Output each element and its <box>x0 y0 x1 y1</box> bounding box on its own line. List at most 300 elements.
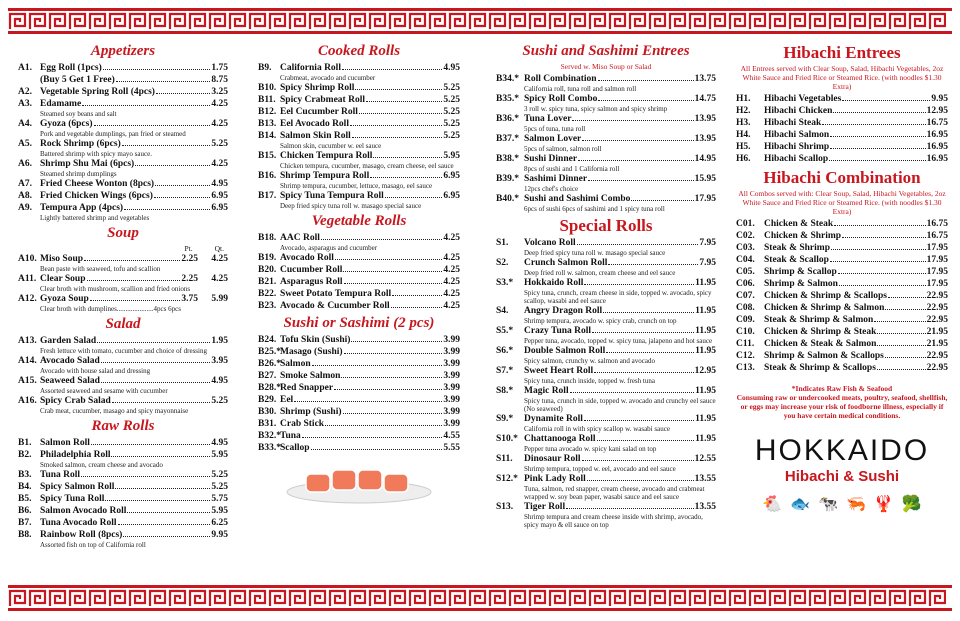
item-name: Shrimp Tempura Roll <box>280 171 370 181</box>
item-price: 11.95 <box>695 326 716 336</box>
item-name: Fried Chicken Wings (6pcs) <box>40 191 153 201</box>
leader-dots <box>118 517 211 525</box>
menu-item <box>496 325 716 345</box>
vegetable-rolls-list <box>258 232 460 312</box>
leader-dots <box>582 133 693 141</box>
item-name: Spicy Salmon Roll <box>40 482 115 492</box>
menu-item <box>258 276 460 288</box>
item-price: 16.75 <box>926 219 948 229</box>
item-price: 4.25 <box>211 119 228 129</box>
appetizers-list <box>18 62 228 222</box>
item-description: Crab meat, cucumber, masago and spicy mayonnaise <box>40 407 189 415</box>
leader-dots <box>572 113 693 121</box>
menu-item <box>736 254 948 266</box>
item-name: Spicy Tuna Roll <box>40 494 105 504</box>
leader-dots <box>838 266 926 274</box>
item-name: Crazy Tuna Roll <box>524 326 592 336</box>
menu-item-row <box>258 170 460 182</box>
item-price: 4.95 <box>211 438 228 448</box>
menu-item-row <box>496 133 716 145</box>
menu-item <box>258 190 460 210</box>
menu-item-row <box>18 505 228 517</box>
menu-column-2 <box>258 40 460 580</box>
menu-item <box>496 453 716 473</box>
menu-item <box>496 413 716 433</box>
item-name: Hibachi Vegetables <box>764 94 842 104</box>
item-name: Spicy Crab Salad <box>40 396 111 406</box>
item-name: Shrimp & Scallop <box>764 267 837 277</box>
item-price: 14.75 <box>694 94 716 104</box>
leader-dots <box>366 94 442 102</box>
item-price: 16.95 <box>926 142 948 152</box>
item-code: A13. <box>18 336 37 346</box>
leader-dots <box>325 418 442 426</box>
menu-item-row <box>258 288 460 300</box>
menu-item <box>18 138 228 158</box>
item-code: B23. <box>258 301 277 311</box>
item-code: A14. <box>18 356 37 366</box>
special-rolls-title: Special Rolls <box>559 216 653 235</box>
item-code: C06. <box>736 279 755 289</box>
item-code: A5. <box>18 139 32 149</box>
item-code: A6. <box>18 159 32 169</box>
leader-dots <box>830 129 925 137</box>
brand-name: HOKKAIDO <box>754 434 930 467</box>
item-price: 22.95 <box>926 363 948 373</box>
item-price: 22.95 <box>926 351 948 361</box>
item-code: S1. <box>496 238 509 248</box>
item-price: 17.95 <box>926 243 948 253</box>
item-code: B6. <box>18 506 32 516</box>
menu-item-row <box>18 335 228 347</box>
leader-dots <box>877 362 926 370</box>
item-description: Fresh lettuce with tomato, cucumber and choice of dressing <box>40 347 207 355</box>
item-description: Avocado, asparagus and cucumber <box>280 244 378 252</box>
menu-item <box>258 394 460 406</box>
item-code: B17. <box>258 191 277 201</box>
menu-item-row <box>18 375 228 387</box>
item-name: Sushi Dinner <box>524 154 578 164</box>
item-price-quart: 4.25 <box>211 254 228 264</box>
leader-dots <box>594 365 694 373</box>
hibachi-combo-title: Hibachi Combination <box>763 168 921 187</box>
item-description: Lightly battered shrimp and vegetables <box>40 214 150 222</box>
item-price: 5.25 <box>211 470 228 480</box>
item-code: A12. <box>18 294 37 304</box>
raw-rolls-list <box>18 437 228 549</box>
menu-item <box>736 153 948 165</box>
item-price: 3.99 <box>443 347 460 357</box>
item-price-pint: 3.75 <box>181 294 198 304</box>
leader-dots <box>116 74 211 82</box>
soup-title: Soup <box>107 225 139 241</box>
item-price: 7.95 <box>699 238 716 248</box>
special-rolls-list <box>496 237 716 529</box>
menu-item-row <box>496 257 716 269</box>
item-name: Spicy Roll Combo <box>524 94 598 104</box>
item-name: Hibachi Chicken <box>764 106 833 116</box>
menu-item-row <box>258 358 460 370</box>
item-description: Spicy tuna, crunch, cream cheese in side, topped w. avocado, spicy scallop, wasabi and eel sauce <box>524 289 712 305</box>
item-name: Sweet Heart Roll <box>524 366 594 376</box>
item-name: Chicken & Shrimp & Salmon <box>764 303 885 313</box>
leader-dots <box>831 242 926 250</box>
item-code: B1. <box>18 438 32 448</box>
item-code: C02. <box>736 231 755 241</box>
menu-item-row <box>496 473 716 485</box>
item-price: 21.95 <box>926 339 948 349</box>
menu-item <box>736 93 948 105</box>
item-price: 3.99 <box>443 359 460 369</box>
menu-item <box>736 350 948 362</box>
item-code: S10.* <box>496 434 518 444</box>
leader-dots <box>830 141 925 149</box>
item-name: Salmon <box>280 359 311 369</box>
item-description: Salmon skin, cucumber w. eel sauce <box>280 142 382 150</box>
menu-item <box>258 106 460 118</box>
item-price: 13.95 <box>694 134 716 144</box>
leader-dots <box>888 290 926 298</box>
menu-item <box>736 314 948 326</box>
item-code: C08. <box>736 303 755 313</box>
leader-dots <box>877 326 925 334</box>
item-price: 4.25 <box>443 253 460 263</box>
item-price: 5.25 <box>443 95 460 105</box>
item-price: 5.25 <box>443 107 460 117</box>
item-description: Spicy tuna, crunch inside, topped w. fresh tuna <box>524 377 655 385</box>
item-code: B20. <box>258 265 277 275</box>
menu-item-row <box>258 252 460 264</box>
item-code: B38.* <box>496 154 519 164</box>
item-description: Smoked salmon, cream cheese and avocado <box>40 461 163 469</box>
menu-item-row <box>736 218 948 230</box>
leader-dots <box>124 202 210 210</box>
menu-item-row <box>736 314 948 326</box>
brand-logo <box>736 434 948 486</box>
item-name: Dinosaur Roll <box>524 454 581 464</box>
menu-item <box>18 505 228 517</box>
menu-item <box>18 335 228 355</box>
broccoli-icon: 🥦 <box>901 496 922 513</box>
item-price: 13.55 <box>694 474 716 484</box>
leader-dots <box>842 93 930 101</box>
item-description: 5pcs of salmon, salmon roll <box>524 145 602 153</box>
item-description: Deep fried spicy tuna roll w. masago special sauce <box>524 249 666 257</box>
item-name: Hibachi Shrimp <box>764 142 830 152</box>
leader-dots <box>123 529 210 537</box>
item-name: Chicken & Shrimp & Scallops <box>764 291 887 301</box>
leader-dots <box>311 442 443 450</box>
menu-item <box>258 406 460 418</box>
item-price: 5.55 <box>443 443 460 453</box>
item-price: 6.95 <box>443 171 460 181</box>
item-code: B13. <box>258 119 277 129</box>
item-code: B28.* <box>258 383 281 393</box>
menu-item-row <box>258 118 460 130</box>
menu-item <box>18 253 228 273</box>
leader-dots <box>582 453 694 461</box>
menu-item-row <box>258 264 460 276</box>
item-code: B27. <box>258 371 277 381</box>
item-name: Clear Soup <box>40 274 86 284</box>
leader-dots <box>631 193 693 201</box>
item-code: A9. <box>18 203 32 213</box>
salad-list <box>18 335 228 415</box>
item-code: B4. <box>18 482 32 492</box>
leader-dots <box>839 278 926 286</box>
menu-item <box>496 73 716 93</box>
item-name: Crunch Salmon Roll <box>524 258 608 268</box>
appetizers-title: Appetizers <box>90 43 156 59</box>
item-name: Seaweed Salad <box>40 376 100 386</box>
item-code: C05. <box>736 267 755 277</box>
item-code: B9. <box>258 63 272 73</box>
item-description: Spicy tuna, crunch in side, topped w. avocado and crunchy eel sauce (No seaweed) <box>524 397 716 413</box>
menu-item-row <box>18 273 228 285</box>
item-code: B19. <box>258 253 277 263</box>
item-price: 7.95 <box>699 258 716 268</box>
item-price: 3.95 <box>211 356 228 366</box>
menu-item-row <box>496 193 716 205</box>
consumer-advisory: Consuming raw or undercooked meats, poultry, seafood, shellfish, or eggs may increase your risk of foodborne illness, especially if you have certain medical conditions. <box>736 393 948 420</box>
menu-item <box>18 517 228 529</box>
item-name: Asparagus Roll <box>280 277 343 287</box>
item-name: Sweet Potato Tempura Roll <box>280 289 392 299</box>
item-code: B24. <box>258 335 277 345</box>
leader-dots <box>385 190 443 198</box>
leader-dots <box>343 406 443 414</box>
item-price: 6.95 <box>211 203 228 213</box>
item-name: Steak & Shrimp <box>764 243 830 253</box>
item-name: Salmon Avocado Roll <box>40 506 127 516</box>
item-name: Eel <box>280 395 294 405</box>
fish-icon: 🐟 <box>790 496 811 513</box>
item-price: 16.75 <box>926 118 948 128</box>
item-code: B33.* <box>258 443 281 453</box>
menu-item-row <box>18 98 228 110</box>
menu-item-row <box>736 290 948 302</box>
menu-item <box>258 232 460 252</box>
item-price: 11.95 <box>695 414 716 424</box>
menu-item <box>18 449 228 469</box>
menu-item-row <box>18 437 228 449</box>
item-price: 13.55 <box>694 502 716 512</box>
item-name: Hibachi Scallop <box>764 154 829 164</box>
menu-item-row <box>736 278 948 290</box>
item-code: A4. <box>18 119 32 129</box>
menu-item <box>496 193 716 213</box>
item-name: Angry Dragon Roll <box>524 306 603 316</box>
item-name: Shrimp (Sushi) <box>280 407 342 417</box>
menu-item <box>258 346 460 358</box>
item-code: H3. <box>736 118 751 128</box>
salad-title: Salad <box>105 316 141 332</box>
leader-dots <box>155 178 210 186</box>
menu-item-row <box>258 190 460 202</box>
menu-item-row <box>496 277 716 289</box>
menu-item <box>736 338 948 350</box>
leader-dots <box>578 153 694 161</box>
item-name: Chicken & Shrimp & Steak <box>764 327 877 337</box>
menu-item <box>18 202 228 222</box>
leader-dots <box>82 98 210 106</box>
item-name: Salmon Roll <box>40 438 90 448</box>
item-price: 17.95 <box>926 279 948 289</box>
menu-item <box>736 266 948 278</box>
chicken-icon: 🐔 <box>762 496 783 513</box>
leader-dots <box>598 93 693 101</box>
item-code: B8. <box>18 530 32 540</box>
item-name: Fried Cheese Wonton (8pcs) <box>40 179 155 189</box>
item-price: 13.75 <box>694 74 716 84</box>
menu-column-3 <box>496 40 716 580</box>
item-description: Avocado with house salad and dressing <box>40 367 151 375</box>
leader-dots <box>829 153 925 161</box>
item-code: A15. <box>18 376 37 386</box>
menu-item <box>258 82 460 94</box>
item-price: 4.95 <box>211 376 228 386</box>
menu-item-row <box>18 469 228 481</box>
item-name: Tuna Lover <box>524 114 572 124</box>
leader-dots <box>355 82 442 90</box>
menu-item <box>18 437 228 449</box>
item-code: B7. <box>18 518 32 528</box>
menu-item <box>258 382 460 394</box>
item-price-quart: 4.25 <box>211 274 228 284</box>
menu-item-row <box>258 130 460 142</box>
raw-indicator-note: *Indicates Raw Fish & Seafood <box>791 384 893 393</box>
menu-item <box>258 264 460 276</box>
item-code: A3. <box>18 99 32 109</box>
leader-dots <box>111 449 210 457</box>
menu-item-row <box>18 86 228 98</box>
menu-item-row <box>736 230 948 242</box>
leader-dots <box>885 350 926 358</box>
item-code: S12.* <box>496 474 518 484</box>
leader-dots <box>344 276 443 284</box>
item-price: 17.95 <box>694 194 716 204</box>
menu-item-row <box>496 325 716 337</box>
item-name: Tiger Roll <box>524 502 566 512</box>
menu-item-row <box>18 62 228 74</box>
leader-dots <box>90 293 181 301</box>
sushi-sashimi-list <box>258 334 460 454</box>
item-code: S3.* <box>496 278 514 288</box>
item-name: Sushi and Sashimi Combo <box>524 194 631 204</box>
leader-dots <box>577 237 699 245</box>
menu-item-row <box>736 254 948 266</box>
leader-dots <box>341 370 442 378</box>
leader-dots <box>334 382 442 390</box>
item-price: 12.55 <box>694 454 716 464</box>
item-price-pint: 2.25 <box>181 274 198 284</box>
item-name: Tempura App (4pcs) <box>40 203 124 213</box>
item-code: A8. <box>18 191 32 201</box>
leader-dots <box>570 385 695 393</box>
item-code: B16. <box>258 171 277 181</box>
leader-dots <box>321 232 443 240</box>
menu-item <box>18 355 228 375</box>
item-description: California roll in with spicy scallop w. wasabi sauce <box>524 425 670 433</box>
menu-item-row <box>258 62 460 74</box>
menu-item <box>18 493 228 505</box>
menu-item <box>18 375 228 395</box>
brand-subtitle: Hibachi & Sushi <box>784 468 900 485</box>
raw-rolls-title: Raw Rolls <box>91 418 155 434</box>
item-description: Bean paste with seaweed, tofu and scallion <box>40 265 161 273</box>
menu-item-row <box>736 129 948 141</box>
menu-item-row <box>736 362 948 374</box>
soup-list <box>18 253 228 313</box>
item-name: Chicken & Steak <box>764 219 834 229</box>
leader-dots <box>597 433 695 441</box>
item-price: 4.25 <box>211 159 228 169</box>
leader-dots <box>84 253 180 261</box>
lobster-icon: 🦞 <box>873 496 894 513</box>
sushi-entrees-list <box>496 73 716 213</box>
leader-dots <box>822 117 925 125</box>
menu-item <box>18 469 228 481</box>
item-name: Scallop <box>280 443 310 453</box>
item-price: 5.25 <box>211 139 228 149</box>
item-price: 6.25 <box>211 518 228 528</box>
item-name: Shrimp & Salmon <box>764 279 838 289</box>
item-code: A1. <box>18 63 32 73</box>
item-description: Shrimp tempura, cucumber, lettuce, masago, eel sauce <box>280 182 433 190</box>
item-price: 16.75 <box>926 231 948 241</box>
menu-item-row <box>258 276 460 288</box>
leader-dots <box>830 254 926 262</box>
leader-dots <box>97 335 210 343</box>
item-name: Tuna Avocado Roll <box>40 518 117 528</box>
leader-dots <box>588 173 694 181</box>
item-name: Gyoza (6pcs) <box>40 119 93 129</box>
item-price: 3.99 <box>443 383 460 393</box>
menu-item-row <box>18 449 228 461</box>
item-description: California roll, tuna roll and salmon roll <box>524 85 637 93</box>
item-name: Tuna Roll <box>40 470 81 480</box>
item-code: B30. <box>258 407 277 417</box>
item-code: B18. <box>258 233 277 243</box>
item-price-quart: 5.99 <box>211 294 228 304</box>
menu-item <box>496 277 716 305</box>
item-description: Pork and vegetable dumplings, pan fried or steamed <box>40 130 186 138</box>
leader-dots <box>94 118 211 126</box>
item-code: H5. <box>736 142 751 152</box>
item-code: C11. <box>736 339 755 349</box>
menu-item-row <box>258 346 460 358</box>
item-price: 3.99 <box>443 419 460 429</box>
leader-dots <box>135 158 210 166</box>
menu-item <box>496 501 716 529</box>
item-price: 4.25 <box>443 301 460 311</box>
item-code: S2. <box>496 258 509 268</box>
menu-item-row <box>258 382 460 394</box>
menu-item-row <box>736 141 948 153</box>
leader-dots <box>81 469 210 477</box>
menu-item <box>736 362 948 374</box>
item-name: Tofu Skin (Sushi) <box>280 335 351 345</box>
item-description: Battered shrimp with spicy mayo sauce. <box>40 150 152 158</box>
item-description: 12pcs chef's choice <box>524 185 579 193</box>
bottom-border-band <box>8 585 952 611</box>
item-code: B10. <box>258 83 277 93</box>
item-price: 4.95 <box>211 179 228 189</box>
item-price: 6.95 <box>211 191 228 201</box>
menu-item-row <box>258 394 460 406</box>
item-price: 1.75 <box>211 63 228 73</box>
sushi-entrees-note: Served w. Miso Soup or Salad <box>560 62 652 71</box>
